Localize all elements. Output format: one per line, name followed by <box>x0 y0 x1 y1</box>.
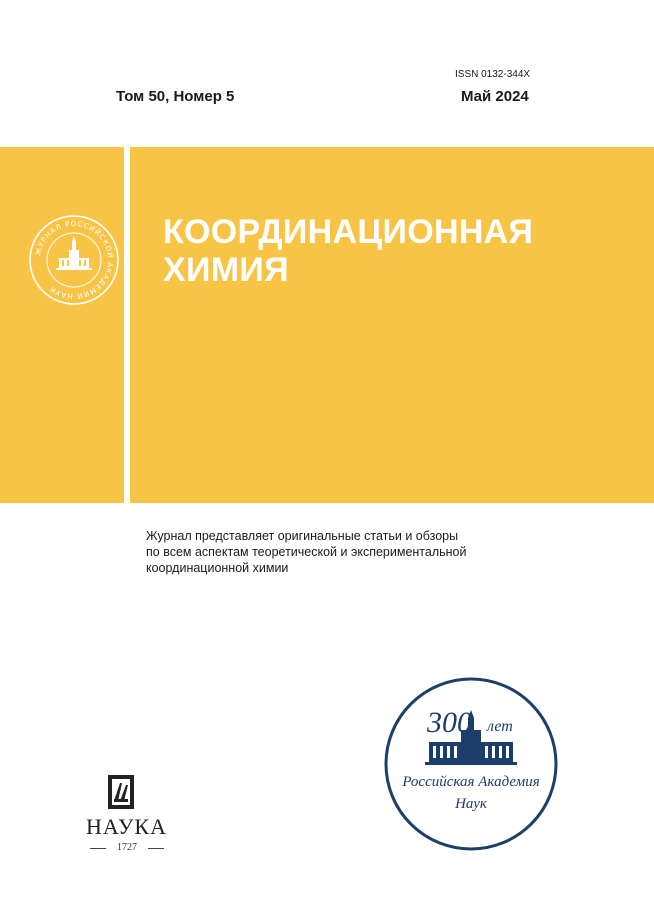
description-line2: по всем аспектам теоретической и экспериментальной <box>146 545 467 559</box>
journal-title-line2: ХИМИЯ <box>163 251 289 289</box>
journal-title <box>163 213 533 289</box>
divider <box>148 848 164 849</box>
anniversary-emblem <box>383 676 559 852</box>
publisher-year: 1727 <box>117 842 137 853</box>
volume-issue: Том 50, Номер 5 <box>116 88 235 105</box>
academy-seal-logo <box>28 214 120 306</box>
journal-description <box>146 528 566 576</box>
svg-text:ЖУРНАЛ РОССИЙСКОЙ АКАДЕМИИ НАУ: ЖУРНАЛ РОССИЙСКОЙ АКАДЕМИИ НАУК <box>34 219 115 301</box>
publisher-name: НАУКА <box>86 814 167 839</box>
publisher-year-block <box>90 842 164 854</box>
color-band-left <box>0 147 124 503</box>
description-line1: Журнал представляет оригинальные статьи и обзоры <box>146 529 459 543</box>
anniversary-word: лет <box>487 718 513 735</box>
nauka-logo-icon <box>108 775 134 809</box>
issue-date: Май 2024 <box>461 88 529 105</box>
color-band-right <box>130 147 654 503</box>
issn-label: ISSN 0132-344X <box>455 69 531 80</box>
description-line3: координационной химии <box>146 561 289 575</box>
anniversary-number: 300 <box>427 706 472 739</box>
anniversary-line1: Российская Академия <box>402 774 540 790</box>
journal-title-line1: КООРДИНАЦИОННАЯ <box>163 213 534 251</box>
anniversary-building-icon <box>383 676 559 852</box>
anniversary-line2: Наук <box>455 796 487 812</box>
